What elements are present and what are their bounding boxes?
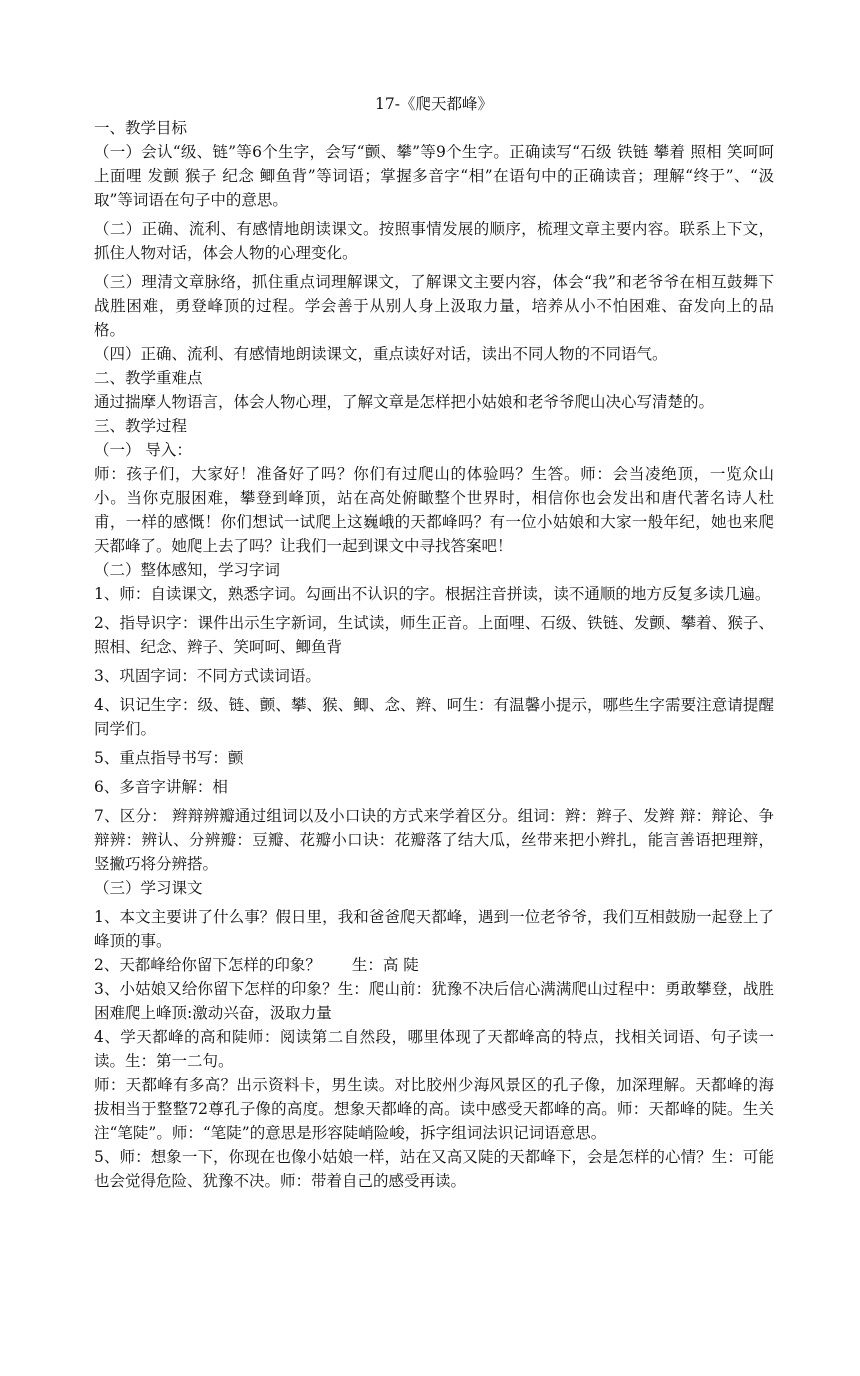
section-heading-goals: 一、教学目标 (94, 119, 188, 137)
study-item-4-detail: 师：天都峰有多高？出示资料卡，男生读。对比胶州少海风景区的孔子像，加深理解。天都峰的海拔相当于整整72尊孔子像的高度。想象天都峰的高。读中感受天都峰的高。师：天都峰的陡。生关注“笔陡”。师：“笔陡”的意思是形容陡峭险峻，拆字组词法识记词语意思。 (94, 1076, 774, 1142)
goal-3: （三）理清文章脉络，抓住重点词理解课文，了解课文主要内容，体会“我”和老爷爷在相互鼓舞下战胜困难，勇登峰顶的过程。学会善于从别人身上汲取力量，培养从小不怕困难、奋发向上的品格。 (94, 273, 774, 339)
overview-item-7: 7、区分： 辫辩辨瓣通过组词以及小口诀的方式来学着区分。组词：辫：辫子、发辫 辩：辩论、争辩辨：辨认、分辨瓣：豆瓣、花瓣小口诀：花瓣落了结大瓜，丝带来把小辫扎，能言善语把理辩，竖撇巧将分辨搭。 (94, 807, 774, 873)
overview-item-1: 1、师：自读课文，熟悉字词。勾画出不认识的字。根据注音拼读，读不通顺的地方反复多读几遍。 (94, 585, 771, 603)
overview-item-6: 6、多音字讲解：相 (94, 778, 228, 796)
study-item-3: 3、小姑娘又给你留下怎样的印象？生：爬山前：犹豫不决后信心满满爬山过程中：勇敢攀登，战胜困难爬上峰顶:激动兴奋，汲取力量 (94, 980, 774, 1022)
section-heading-keypoints: 二、教学重难点 (94, 369, 203, 387)
document-page (94, 92, 774, 1193)
overview-item-3: 3、巩固字词：不同方式读词语。 (94, 667, 321, 685)
subheading-intro: （一） 导入： (94, 441, 192, 459)
intro-text: 师：孩子们，大家好！准备好了吗？你们有过爬山的体验吗？生答。师：会当凌绝顶，一览众山小。当你克服困难，攀登到峰顶，站在高处俯瞰整个世界时，相信你也会发出和唐代著名诗人杜甫，一样的感慨！你们想试一试爬上这巍峨的天都峰吗？有一位小姑娘和大家一般年纪，她也来爬天都峰了。她爬上去了吗？让我们一起到课文中寻找答案吧！ (94, 465, 774, 555)
study-item-4: 4、学天都峰的高和陡师：阅读第二自然段，哪里体现了天都峰高的特点，找相关词语、句子读一读。生：第一二句。 (94, 1028, 774, 1070)
subheading-overview: （二）整体感知，学习字词 (94, 561, 281, 579)
goal-4: （四）正确、流利、有感情地朗读课文，重点读好对话，读出不同人物的不同语气。 (94, 345, 668, 363)
keypoints-text: 通过揣摩人物语言，体会人物心理，了解文章是怎样把小姑娘和老爷爷爬山决心写清楚的。 (94, 393, 715, 411)
subheading-study: （三）学习课文 (94, 879, 203, 897)
study-item-5: 5、师：想象一下，你现在也像小姑娘一样，站在又高又陡的天都峰下，会是怎样的心情？生：可能也会觉得危险、犹豫不决。师：带着自己的感受再读。 (94, 1148, 774, 1190)
goal-2: （二）正确、流利、有感情地朗读课文。按照事情发展的顺序，梳理文章主要内容。联系上下文，抓住人物对话，体会人物的心理变化。 (94, 220, 774, 262)
document-title: 17-《爬天都峰》 (375, 95, 493, 113)
overview-item-2: 2、指导识字：课件出示生字新词，生试读，师生正音。上面哩、石级、铁链、发颤、攀着、猴子、照相、纪念、辫子、笑呵呵、鲫鱼背 (94, 614, 774, 656)
study-item-1: 1、本文主要讲了什么事？假日里，我和爸爸爬天都峰，遇到一位老爷爷，我们互相鼓励一起登上了峰顶的事。 (94, 908, 774, 950)
overview-item-4: 4、识记生字：级、链、颤、攀、猴、鲫、念、辫、呵生：有温馨小提示，哪些生字需要注意请提醒同学们。 (94, 696, 774, 738)
overview-item-5: 5、重点指导书写：颤 (94, 749, 244, 767)
goal-1: （一）会认“级、链”等6个生字，会写“颤、攀”等9个生字。正确读写“石级 铁链 攀着 照相 笑呵呵 上面哩 发颤 猴子 纪念 鲫鱼背”等词语；掌握多音字“相”在语句中的正确读音；理解“终于”、“汲取”等词语在句子中的意思。 (94, 143, 774, 209)
section-heading-process: 三、教学过程 (94, 417, 188, 435)
study-item-2: 2、天都峰给你留下怎样的印象？ 生：高 陡 (94, 956, 419, 974)
